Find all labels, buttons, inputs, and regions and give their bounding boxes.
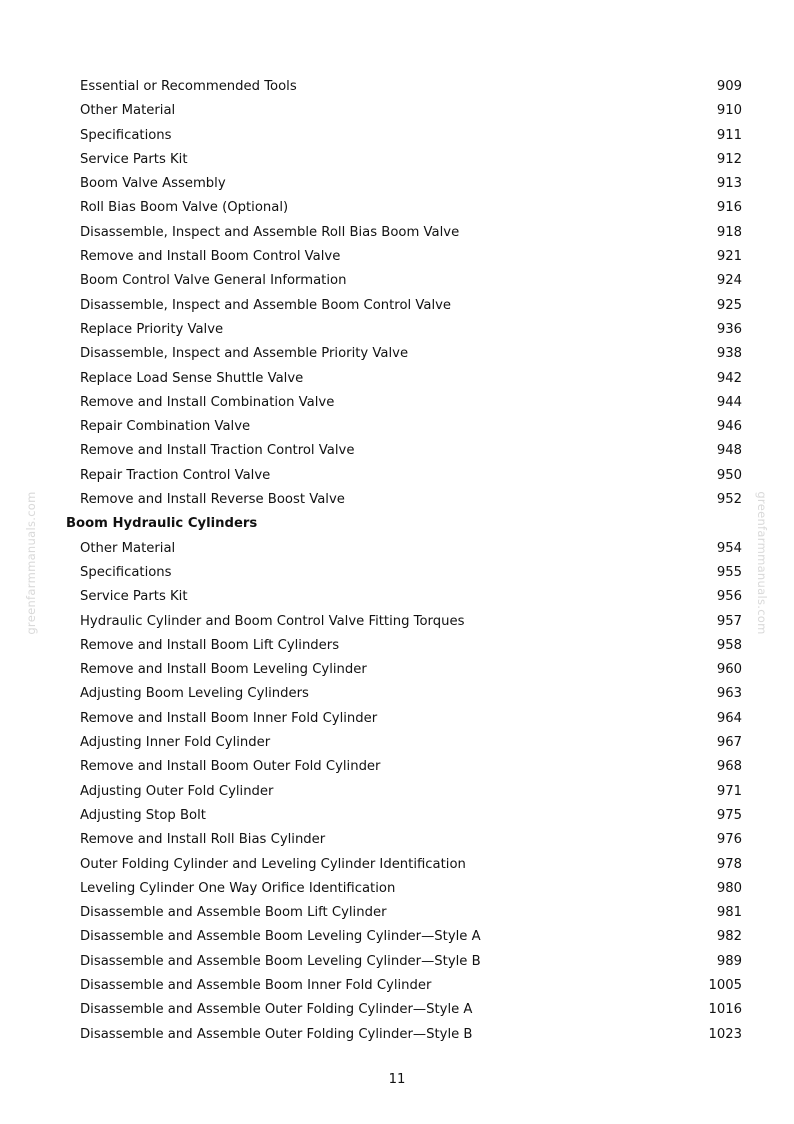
entry-page-number: 918 — [716, 224, 742, 240]
toc-entry[interactable] — [0, 245, 794, 269]
entry-title: Specifications — [80, 564, 172, 580]
entry-page-number: 1016 — [708, 1002, 742, 1018]
entry-title: Outer Folding Cylinder and Leveling Cylinder Identification — [80, 856, 466, 872]
entry-page-number: 910 — [716, 103, 742, 119]
entry-title: Replace Priority Valve — [80, 321, 224, 337]
table-of-contents — [0, 75, 794, 1047]
entry-title: Remove and Install Boom Outer Fold Cylinder — [80, 759, 381, 775]
entry-title: Adjusting Outer Fold Cylinder — [80, 783, 274, 799]
toc-entry[interactable] — [0, 634, 794, 658]
entry-page-number: 946 — [716, 419, 742, 435]
entry-title: Remove and Install Boom Lift Cylinders — [80, 637, 340, 653]
toc-entry[interactable] — [0, 269, 794, 293]
entry-page-number: 971 — [716, 783, 742, 799]
entry-page-number: 938 — [716, 346, 742, 362]
entry-title: Disassemble and Assemble Boom Inner Fold Cylinder — [80, 977, 432, 993]
toc-entry[interactable] — [0, 561, 794, 585]
entry-page-number: 912 — [716, 151, 742, 167]
toc-entry[interactable] — [0, 75, 794, 99]
entry-title: Remove and Install Traction Control Valve — [80, 443, 355, 459]
toc-entry[interactable] — [0, 610, 794, 634]
toc-entry[interactable] — [0, 196, 794, 220]
entry-page-number: 924 — [716, 273, 742, 289]
entry-title: Leveling Cylinder One Way Orifice Identification — [80, 880, 396, 896]
entry-page-number: 913 — [716, 176, 742, 192]
entry-page-number: 967 — [716, 735, 742, 751]
toc-entry[interactable] — [0, 901, 794, 925]
entry-page-number: 925 — [716, 297, 742, 313]
entry-title: Remove and Install Boom Inner Fold Cylinder — [80, 710, 378, 726]
toc-entry[interactable] — [0, 537, 794, 561]
entry-page-number: 978 — [716, 856, 742, 872]
toc-entry[interactable] — [0, 367, 794, 391]
entry-title: Specifications — [80, 127, 172, 143]
toc-entry[interactable] — [0, 853, 794, 877]
entry-page-number: 1023 — [708, 1026, 742, 1042]
toc-entry[interactable] — [0, 780, 794, 804]
entry-page-number: 958 — [716, 637, 742, 653]
entry-title: Remove and Install Boom Control Valve — [80, 249, 341, 265]
entry-page-number: 921 — [716, 249, 742, 265]
entry-page-number: 916 — [716, 200, 742, 216]
entry-page-number: 936 — [716, 321, 742, 337]
entry-page-number: 1005 — [708, 977, 742, 993]
entry-title: Remove and Install Combination Valve — [80, 394, 335, 410]
watermark-left: greenfarmmanuals.com — [24, 491, 38, 635]
entry-title: Disassemble, Inspect and Assemble Priority Valve — [80, 346, 409, 362]
toc-entry[interactable] — [0, 998, 794, 1022]
entry-page-number: 954 — [716, 540, 742, 556]
entry-title: Disassemble, Inspect and Assemble Roll Bias Boom Valve — [80, 224, 460, 240]
toc-entry[interactable] — [0, 1023, 794, 1047]
toc-section-heading — [0, 512, 794, 536]
entry-title: Roll Bias Boom Valve (Optional) — [80, 200, 289, 216]
entry-page-number: 980 — [716, 880, 742, 896]
toc-entry[interactable] — [0, 974, 794, 998]
toc-entry[interactable] — [0, 585, 794, 609]
toc-entry[interactable] — [0, 828, 794, 852]
entry-title: Adjusting Stop Bolt — [80, 807, 206, 823]
toc-entry[interactable] — [0, 707, 794, 731]
entry-page-number: 950 — [716, 467, 742, 483]
toc-entry[interactable] — [0, 342, 794, 366]
entry-page-number: 942 — [716, 370, 742, 386]
watermark-right: greenfarmmanuals.com — [755, 491, 769, 635]
page-number: 11 — [388, 1072, 406, 1087]
toc-entry[interactable] — [0, 950, 794, 974]
entry-page-number: 963 — [716, 686, 742, 702]
entry-title: Boom Control Valve General Information — [80, 273, 347, 289]
entry-page-number: 952 — [716, 492, 742, 508]
entry-page-number: 911 — [716, 127, 742, 143]
toc-entry[interactable] — [0, 294, 794, 318]
entry-title: Adjusting Inner Fold Cylinder — [80, 735, 271, 751]
toc-entry[interactable] — [0, 439, 794, 463]
toc-entry[interactable] — [0, 731, 794, 755]
entry-title: Essential or Recommended Tools — [80, 79, 297, 94]
entry-page-number: 975 — [716, 807, 742, 823]
entry-page-number: 944 — [716, 394, 742, 410]
entry-page-number: 989 — [716, 953, 742, 969]
entry-title: Disassemble and Assemble Outer Folding Cylinder—Style B — [80, 1026, 473, 1042]
entry-title: Service Parts Kit — [80, 589, 188, 605]
entry-page-number: 982 — [716, 929, 742, 945]
entry-page-number: 976 — [716, 832, 742, 848]
entry-title: Disassemble and Assemble Boom Leveling Cylinder—Style B — [80, 953, 481, 969]
entry-page-number: 960 — [716, 662, 742, 678]
toc-entry[interactable] — [0, 464, 794, 488]
toc-entry[interactable] — [0, 925, 794, 949]
entry-page-number: 957 — [716, 613, 742, 629]
entry-page-number: 909 — [716, 79, 742, 94]
toc-entry[interactable] — [0, 124, 794, 148]
toc-entry[interactable] — [0, 391, 794, 415]
toc-entry[interactable] — [0, 221, 794, 245]
entry-page-number: 956 — [716, 589, 742, 605]
entry-title: Disassemble and Assemble Boom Leveling Cylinder—Style A — [80, 929, 481, 945]
entry-page-number: 964 — [716, 710, 742, 726]
entry-title: Remove and Install Boom Leveling Cylinder — [80, 662, 367, 678]
toc-entry[interactable] — [0, 804, 794, 828]
entry-page-number: 968 — [716, 759, 742, 775]
entry-title: Disassemble, Inspect and Assemble Boom Control Valve — [80, 297, 452, 313]
entry-title: Hydraulic Cylinder and Boom Control Valve Fitting Torques — [80, 613, 465, 629]
entry-title: Disassemble and Assemble Boom Lift Cylinder — [80, 905, 387, 921]
section-title: Boom Hydraulic Cylinders — [66, 516, 258, 532]
entry-title: Service Parts Kit — [80, 151, 188, 167]
entry-title: Boom Valve Assembly — [80, 176, 226, 192]
toc-entry[interactable] — [0, 99, 794, 123]
toc-entry[interactable] — [0, 415, 794, 439]
entry-title: Other Material — [80, 103, 176, 119]
entry-page-number: 955 — [716, 564, 742, 580]
entry-title: Repair Traction Control Valve — [80, 467, 271, 483]
entry-title: Repair Combination Valve — [80, 419, 251, 435]
toc-entry[interactable] — [0, 658, 794, 682]
entry-title: Adjusting Boom Leveling Cylinders — [80, 686, 309, 702]
entry-title: Replace Load Sense Shuttle Valve — [80, 370, 304, 386]
entry-page-number: 948 — [716, 443, 742, 459]
entry-title: Remove and Install Roll Bias Cylinder — [80, 832, 326, 848]
toc-entry[interactable] — [0, 318, 794, 342]
toc-entry[interactable] — [0, 172, 794, 196]
toc-entry[interactable] — [0, 755, 794, 779]
toc-entry[interactable] — [0, 488, 794, 512]
entry-title: Remove and Install Reverse Boost Valve — [80, 492, 345, 508]
entry-page-number: 981 — [716, 905, 742, 921]
toc-entry[interactable] — [0, 148, 794, 172]
toc-entry[interactable] — [0, 877, 794, 901]
entry-title: Other Material — [80, 540, 176, 556]
entry-title: Disassemble and Assemble Outer Folding Cylinder—Style A — [80, 1002, 473, 1018]
toc-entry[interactable] — [0, 682, 794, 706]
